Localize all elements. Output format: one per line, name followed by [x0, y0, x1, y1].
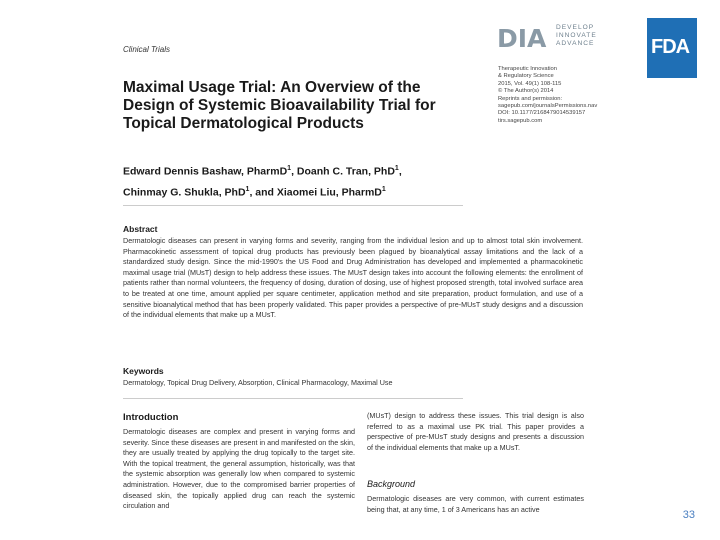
journal-info: [498, 66, 618, 125]
article-title: Maximal Usage Trial: An Overview of the Design of Systemic Bioavailability Trial for Topical Dermatological Products: [123, 79, 436, 132]
introduction-text: Dermatologic diseases are complex and present in varying forms and severity. Since these diseases are present in and manifested on the skin, they are usually treated by applying the drug topically to the target site. With the topical treatment, the general assumption, historically, was that the systemic absorption was generally low when compared to systemic administration. However, due to the compromised barrier properties of diseased skin, the topically applied drug can reach the systemic circulation and: [123, 427, 355, 511]
journal-line: sagepub.com/journalsPermissions.nav: [498, 103, 598, 110]
author-affiliation: 1: [381, 185, 386, 193]
journal-line: 2015, Vol. 49(1) 108-115: [498, 80, 562, 87]
dia-tagline-line: ADVANCE: [556, 40, 595, 47]
author-name: Xiaomei Liu, PharmD: [276, 186, 382, 198]
column-two-text: (MUsT) design to address these issues. This trial design is also referred to as a maximal use PK trial. This paper provides a perspective of pre-MUsT study designs and presents a discussion of the individual elements that make up a MUsT.: [367, 411, 584, 452]
keywords-heading: Keywords: [123, 366, 164, 376]
author-affiliation: 1: [245, 185, 250, 193]
dia-tagline: [556, 24, 597, 48]
journal-line: tirs.sagepub.com: [498, 117, 543, 124]
background-heading: Background: [367, 479, 416, 489]
author-list: [123, 160, 443, 201]
dia-tagline-line: DEVELOP: [556, 24, 595, 31]
author-name: Edward Dennis Bashaw, PharmD: [123, 165, 288, 178]
fda-logo: [647, 18, 697, 78]
author-affiliation: 1: [394, 165, 399, 172]
divider: [123, 398, 463, 399]
page-number: 33: [682, 509, 695, 521]
journal-line: © The Author(s) 2014: [498, 88, 554, 95]
author-separator: ,: [291, 165, 297, 178]
divider: [123, 205, 463, 206]
abstract-heading: Abstract: [123, 224, 158, 234]
author-affiliation: 1: [287, 165, 292, 172]
dia-tagline-line: INNOVATE: [556, 32, 597, 39]
journal-line: & Regulatory Science: [498, 73, 554, 80]
journal-line: Reprints and permission:: [498, 95, 563, 102]
author-name: Doanh C. Tran, PhD: [296, 165, 395, 178]
introduction-heading: Introduction: [123, 412, 179, 423]
abstract-text: Dermatologic diseases can present in varying forms and severity, ranging from the individual lesion and up to almost total skin involvement. Pharmacokinetic assessment of topical drug products has previously been plagued by bioanalytical assay limitations and the lack of a standardized study design. Since the mid-1990's the US Food and Drug Administration has developed and implemented a pharmacokinetic maximal usage trial (MUsT) design to help address these issues. The MUsT design takes into account the following elements: the enrollment of patients rather than normal volunteers, the frequency of dosing, duration of dosing, use of highest proposed strength, total involved surface area to be treated at one time, amount applied per square centimeter, application method and site preparation, product formulation, and use of a sensitive bioanalytical method that has been properly validated. This paper provides a perspective of pre-MUsT study designs and a discussion of the individual elements that make up a MUsT.: [123, 236, 583, 320]
author-name: Chinmay G. Shukla, PhD: [123, 186, 246, 198]
author-separator: , and: [249, 186, 277, 198]
fda-logo-text: FDA: [651, 36, 690, 58]
author-separator: ,: [398, 165, 402, 178]
dia-logo-letters: DIA: [497, 24, 547, 53]
section-label: Clinical Trials: [123, 45, 170, 54]
journal-line: DOI: 10.1177/2168479014539157: [498, 110, 586, 117]
keywords-text: Dermatology, Topical Drug Delivery, Absorption, Clinical Pharmacology, Maximal Use: [123, 378, 393, 387]
journal-line: Therapeutic Innovation: [498, 66, 557, 72]
background-text: Dermatologic diseases are very common, with current estimates being that, at any time, 1 of 3 Americans has an active: [367, 494, 584, 514]
